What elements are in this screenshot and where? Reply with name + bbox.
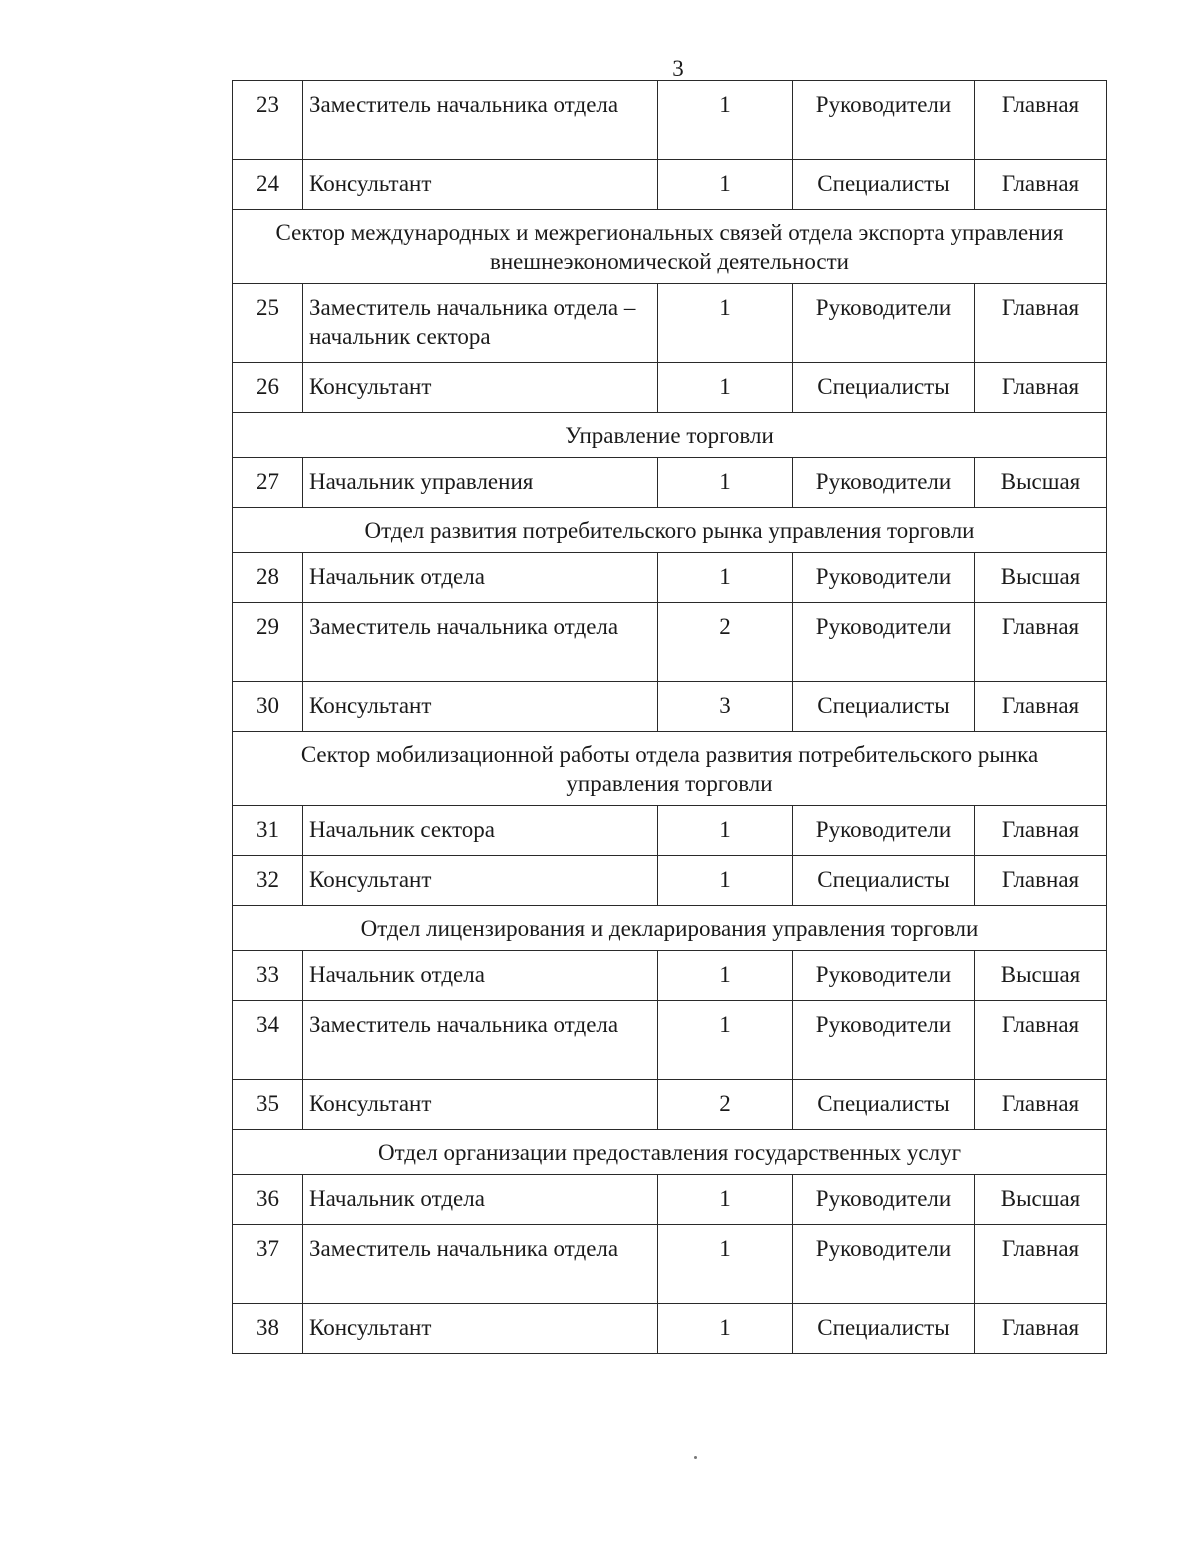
position-title: Консультант [303, 1304, 658, 1354]
table-row [233, 856, 1107, 906]
position-category: Руководители [793, 1225, 975, 1304]
position-group: Главная [975, 1304, 1107, 1354]
table-row [233, 284, 1107, 363]
table-row [233, 1001, 1107, 1080]
section-title: Отдел лицензирования и декларирования управления торговли [233, 906, 1107, 951]
position-number: 27 [233, 458, 303, 508]
position-number: 29 [233, 603, 303, 682]
position-category: Специалисты [793, 856, 975, 906]
position-title: Консультант [303, 1080, 658, 1130]
section-title: Отдел организации предоставления государственных услуг [233, 1130, 1107, 1175]
section-header-row [233, 906, 1107, 951]
table-row [233, 806, 1107, 856]
position-group: Главная [975, 856, 1107, 906]
position-group: Высшая [975, 951, 1107, 1001]
position-number: 31 [233, 806, 303, 856]
position-count: 1 [658, 284, 793, 363]
position-count: 1 [658, 81, 793, 160]
section-title: Отдел развития потребительского рынка управления торговли [233, 508, 1107, 553]
position-group: Высшая [975, 553, 1107, 603]
position-count: 2 [658, 603, 793, 682]
section-title: Сектор мобилизационной работы отдела развития потребительского рынка управления торговли [233, 732, 1107, 806]
position-group: Главная [975, 363, 1107, 413]
position-category: Руководители [793, 458, 975, 508]
position-category: Руководители [793, 284, 975, 363]
position-number: 35 [233, 1080, 303, 1130]
position-number: 34 [233, 1001, 303, 1080]
position-count: 1 [658, 1304, 793, 1354]
position-group: Главная [975, 603, 1107, 682]
table-body [233, 81, 1107, 1354]
position-number: 23 [233, 81, 303, 160]
position-number: 25 [233, 284, 303, 363]
section-header-row [233, 210, 1107, 284]
table-row [233, 81, 1107, 160]
position-count: 2 [658, 1080, 793, 1130]
position-number: 32 [233, 856, 303, 906]
section-header-row [233, 413, 1107, 458]
position-title: Заместитель начальника отдела [303, 1001, 658, 1080]
position-title: Консультант [303, 856, 658, 906]
position-category: Руководители [793, 1001, 975, 1080]
position-title: Консультант [303, 682, 658, 732]
position-category: Руководители [793, 553, 975, 603]
position-category: Специалисты [793, 363, 975, 413]
position-category: Руководители [793, 603, 975, 682]
position-count: 1 [658, 160, 793, 210]
position-category: Руководители [793, 951, 975, 1001]
position-number: 36 [233, 1175, 303, 1225]
position-group: Главная [975, 1001, 1107, 1080]
section-title: Управление торговли [233, 413, 1107, 458]
position-title: Начальник отдела [303, 1175, 658, 1225]
position-title: Заместитель начальника отдела – начальник сектора [303, 284, 658, 363]
table-row [233, 951, 1107, 1001]
position-count: 1 [658, 806, 793, 856]
position-title: Начальник сектора [303, 806, 658, 856]
position-group: Высшая [975, 458, 1107, 508]
table-row [233, 682, 1107, 732]
position-count: 1 [658, 553, 793, 603]
staff-positions-table [232, 80, 1107, 1354]
position-count: 1 [658, 951, 793, 1001]
position-number: 30 [233, 682, 303, 732]
position-number: 28 [233, 553, 303, 603]
position-number: 37 [233, 1225, 303, 1304]
position-count: 1 [658, 458, 793, 508]
position-number: 24 [233, 160, 303, 210]
table-row [233, 363, 1107, 413]
section-title: Сектор международных и межрегиональных связей отдела экспорта управления внешнеэкономической деятельности [233, 210, 1107, 284]
page-number: 3 [672, 56, 684, 81]
table-row [233, 603, 1107, 682]
position-count: 1 [658, 363, 793, 413]
table-row [233, 160, 1107, 210]
position-group: Главная [975, 682, 1107, 732]
position-count: 1 [658, 856, 793, 906]
section-header-row [233, 508, 1107, 553]
position-category: Специалисты [793, 1304, 975, 1354]
table-row [233, 1225, 1107, 1304]
table-row [233, 553, 1107, 603]
scan-speck [694, 1456, 697, 1459]
position-count: 1 [658, 1001, 793, 1080]
position-number: 26 [233, 363, 303, 413]
position-group: Главная [975, 160, 1107, 210]
section-header-row [233, 732, 1107, 806]
position-category: Руководители [793, 806, 975, 856]
position-title: Консультант [303, 160, 658, 210]
position-group: Главная [975, 806, 1107, 856]
position-title: Заместитель начальника отдела [303, 603, 658, 682]
position-group: Главная [975, 81, 1107, 160]
table-row [233, 458, 1107, 508]
position-category: Руководители [793, 1175, 975, 1225]
position-title: Начальник отдела [303, 553, 658, 603]
position-category: Руководители [793, 81, 975, 160]
position-number: 38 [233, 1304, 303, 1354]
position-group: Главная [975, 1080, 1107, 1130]
position-title: Заместитель начальника отдела [303, 81, 658, 160]
section-header-row [233, 1130, 1107, 1175]
position-category: Специалисты [793, 160, 975, 210]
position-group: Главная [975, 1225, 1107, 1304]
position-category: Специалисты [793, 682, 975, 732]
position-number: 33 [233, 951, 303, 1001]
position-title: Начальник отдела [303, 951, 658, 1001]
table-row [233, 1175, 1107, 1225]
position-title: Начальник управления [303, 458, 658, 508]
position-title: Заместитель начальника отдела [303, 1225, 658, 1304]
position-count: 1 [658, 1175, 793, 1225]
table-row [233, 1304, 1107, 1354]
position-title: Консультант [303, 363, 658, 413]
position-count: 3 [658, 682, 793, 732]
position-category: Специалисты [793, 1080, 975, 1130]
position-count: 1 [658, 1225, 793, 1304]
position-group: Высшая [975, 1175, 1107, 1225]
table-row [233, 1080, 1107, 1130]
position-group: Главная [975, 284, 1107, 363]
